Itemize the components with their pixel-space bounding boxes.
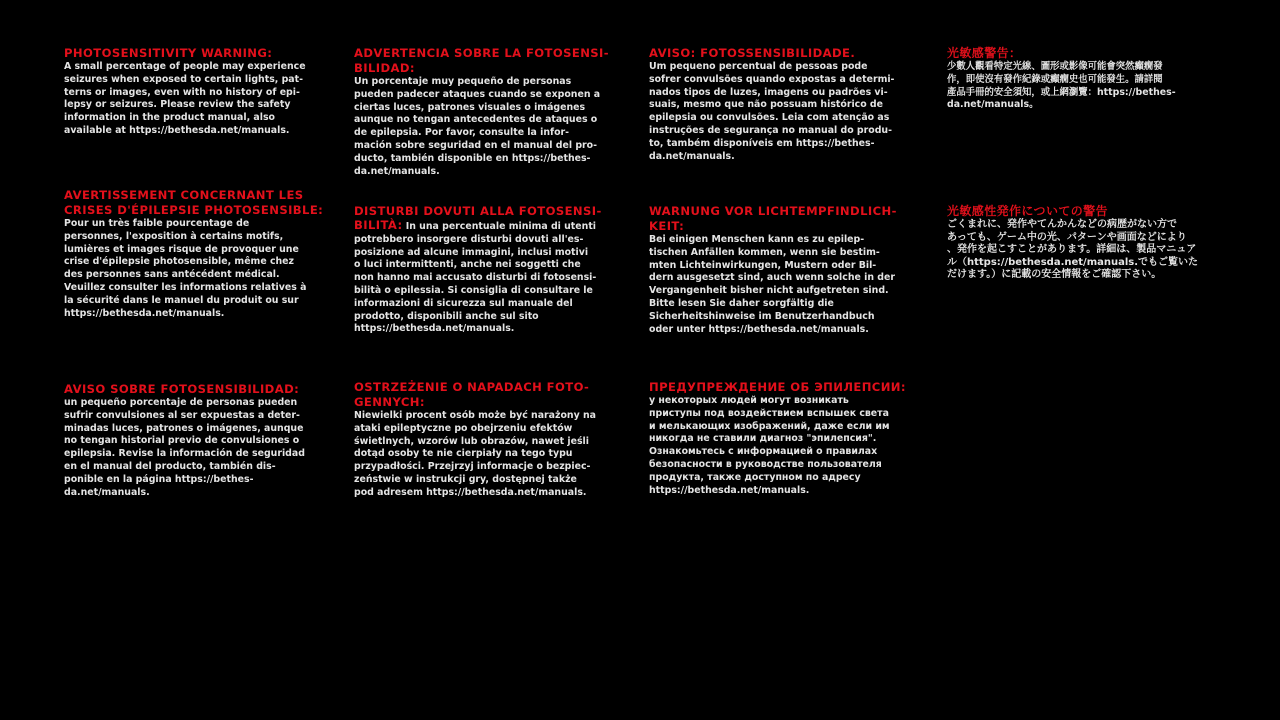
warning-title-french: AVERTISSEMENT CONCERNANT LES CRISES D'ÉPILEPSIE PHOTOSENSIBLE: xyxy=(64,188,324,217)
warning-body-italian: In una percentuale minima di utenti potrebbero insorgere disturbi dovuti all'es- posizione ad alcune immagini, inclusi motivi o luci intermittenti, anche nei soggetti che non hanno mai accusato disturbi di fotosensi- bilità o epilessia. Si consiglia di consultare le informazioni di sicurezza sul manuale del prodotto, disponibili anche sul sito https://bethesda.net/manuals. xyxy=(354,221,597,335)
warning-block-english xyxy=(64,46,339,138)
warning-block-latam-spanish xyxy=(64,382,344,499)
warning-body-english: A small percentage of people may experience seizures when exposed to certain lights, pat- terns or images, even with no history of epi- lepsy or seizures. Please review the safety information in the product manual, also available at https://bethesda.net/manuals. xyxy=(64,61,306,136)
warning-body-portuguese: Um pequeno percentual de pessoas pode sofrer convulsões quando expostas a determi- nados tipos de luzes, imagens ou padrões vi- suais, mesmo que não possuam histórico de epilepsia ou convulsões. Leia com atenção as instruções de segurança no manual do produ- to, também disponíveis em https://bethes- da.net/manuals. xyxy=(649,61,895,162)
warning-body-french: Pour un très faible pourcentage de personnes, l'exposition à certains motifs, lumières et images risque de provoquer une crise d'épilepsie photosensible, même chez des personnes sans antécédent médical. Veuillez consulter les informations relatives à la sécurité dans le manuel du produit ou sur https://bethesda.net/manuals. xyxy=(64,218,307,319)
warning-body-polish: Niewielki procent osób może być narażony na ataki epileptyczne po obejrzeniu efektów świetlnych, wzorów lub obrazów, nawet jeśli dotąd osoby te nie cierpiały na tego typu przypadłości. Przejrzyj informacje o bezpiec- zeństwie w instrukcji gry, dostępnej także pod adresem https://bethesda.net/manuals. xyxy=(354,410,596,498)
warning-block-polish xyxy=(354,380,639,500)
warning-block-spanish xyxy=(354,46,634,178)
warning-body-japanese: ごくまれに、発作やてんかんなどの病歴がない方で あっても、ゲーム中の光、パターンや画面などにより 、発作を起こすことがあります。詳細は、製品マニュア ル（https://bethesda.net/manuals.でもご覧いた だけます。）に記載の安全情報をご確認下さい。 xyxy=(947,219,1199,281)
warning-block-japanese xyxy=(947,204,1232,282)
warning-title-latam-spanish: AVISO SOBRE FOTOSENSIBILIDAD: xyxy=(64,382,300,396)
warning-block-russian xyxy=(649,380,934,497)
warning-title-japanese: 光敏感性発作についての警告 xyxy=(947,204,1108,218)
warning-block-chinese xyxy=(947,46,1227,112)
warning-title-chinese: 光敏感警告： xyxy=(947,46,1022,60)
warning-body-latam-spanish: un pequeño porcentaje de personas pueden sufrir convulsiones al ser expuestas a deter- minadas luces, patrones o imágenes, aunque no tengan historial previo de convulsiones o epilepsia. Revise la información de seguridad en el manual del producto, también dis- ponible en la página https://bethes- da.net/manuals. xyxy=(64,397,305,498)
warning-body-russian: у некоторых людей могут возникать приступы под воздействием вспышек света и мелькающих изображений, даже если им никогда не ставили диагноз "эпилепсия". Ознакомьтесь с информацией о правилах безопасности в руководстве пользователя продукта, также доступном по адресу https://bethesda.net/manuals. xyxy=(649,395,890,496)
warning-title-spanish: ADVERTENCIA SOBRE LA FOTOSENSI- BILIDAD: xyxy=(354,46,609,75)
warning-title-polish: OSTRZEŻENIE O NAPADACH FOTO- GENNYCH: xyxy=(354,380,590,409)
warning-title-italian: DISTURBI DOVUTI ALLA FOTOSENSI- xyxy=(354,204,602,218)
warning-title-italian-inline: BILITÀ: xyxy=(354,218,403,232)
warning-title-portuguese: AVISO: FOTOSSENSIBILIDADE. xyxy=(649,46,856,60)
warning-title-english: PHOTOSENSITIVITY WARNING: xyxy=(64,46,273,60)
warning-body-spanish: Un porcentaje muy pequeño de personas pueden padecer ataques cuando se exponen a ciertas luces, patrones visuales o imágenes aunque no tengan antecedentes de ataques o de epilepsia. Por favor, consulte la infor- mación sobre seguridad en el manual del pro- ducto, también disponible en https://bethes- da.net/manuals. xyxy=(354,76,601,177)
warning-block-french xyxy=(64,188,344,320)
warning-block-portuguese xyxy=(649,46,929,163)
warning-body-italian-wrapper xyxy=(354,219,639,336)
warning-title-german: WARNUNG VOR LICHTEMPFINDLICH- KEIT: xyxy=(649,204,897,233)
warning-body-chinese: 少數人觀看特定光線、圖形或影像可能會突然癲癇發 作，即使沒有發作紀錄或癲癇史也可能發生。請詳閱 產品手冊的安全須知，或上網瀏覽：https://bethes- da.net/manuals。 xyxy=(947,61,1176,111)
warning-block-italian xyxy=(354,204,639,336)
warning-block-german xyxy=(649,204,929,336)
warning-body-german: Bei einigen Menschen kann es zu epilep- tischen Anfällen kommen, wenn sie bestim- mten Lichteinwirkungen, Mustern oder Bil- dern ausgesetzt sind, auch wenn solche in der Vergangenheit bisher nicht aufgetreten sind. Bitte lesen Sie daher sorgfältig die Sicherheitshinweise im Benutzerhandbuch oder unter https://bethesda.net/manuals. xyxy=(649,234,895,335)
warning-title-russian: ПРЕДУПРЕЖДЕНИЕ ОБ ЭПИЛЕПСИИ: xyxy=(649,380,906,394)
